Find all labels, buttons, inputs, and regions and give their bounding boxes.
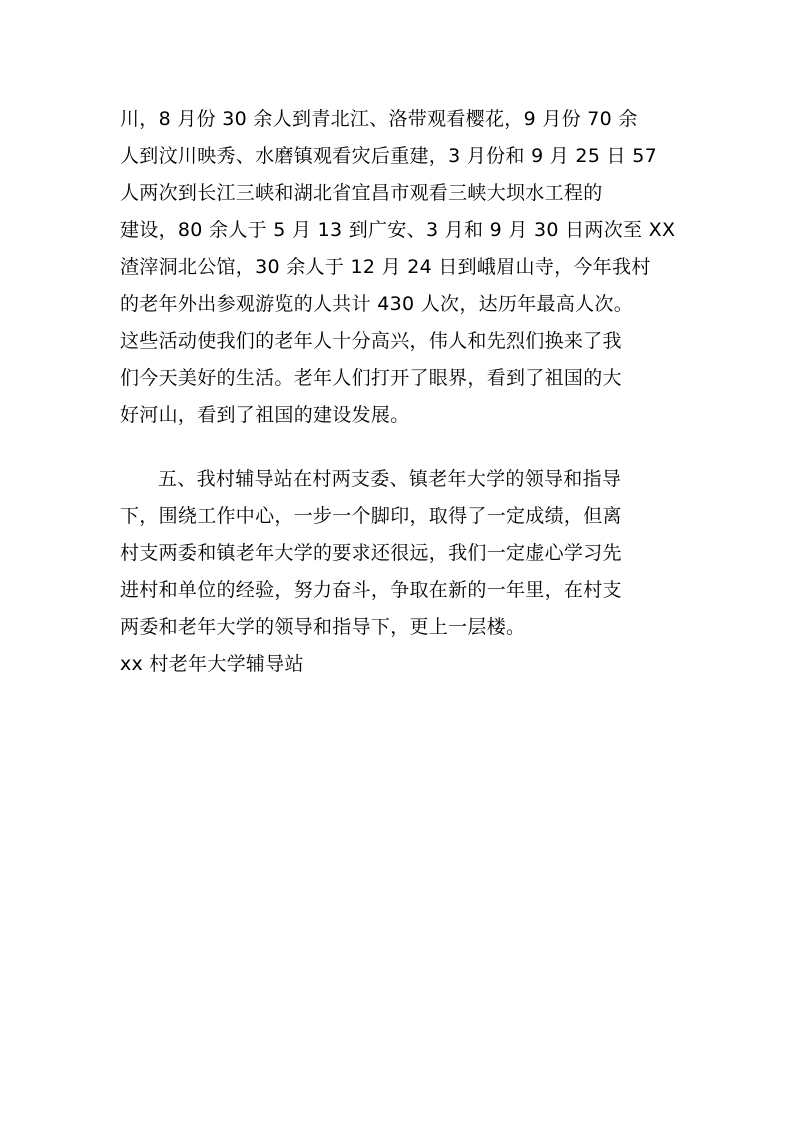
- paragraph-line: 建设，80 余人于 5 月 13 到广安、3 月和 9 月 30 日两次至 XX: [120, 219, 676, 241]
- paragraph-line: 人到汶川映秀、水磨镇观看灾后重建，3 月份和 9 月 25 日 57: [120, 145, 657, 167]
- paragraph-line: 的老年外出参观游览的人共计 430 人次，达历年最高人次。: [120, 293, 634, 315]
- paragraph-line: 下，围绕工作中心，一步一个脚印，取得了一定成绩，但离: [120, 505, 622, 527]
- paragraph-line: 好河山，看到了祖国的建设发展。: [120, 404, 410, 426]
- paragraph-line: 人两次到长江三峡和湖北省宜昌市观看三峡大坝水工程的: [120, 182, 603, 204]
- paragraph-line: 这些活动使我们的老年人十分高兴，伟人和先烈们换来了我: [120, 330, 622, 352]
- paragraph-line: 们今天美好的生活。老年人们打开了眼界，看到了祖国的大: [120, 367, 622, 389]
- paragraph-line: 两委和老年大学的领导和指导下，更上一层楼。: [120, 616, 526, 638]
- paragraph-line: 村支两委和镇老年大学的要求还很远，我们一定虚心学习先: [120, 542, 622, 564]
- paragraph-line: 五、我村辅导站在村两支委、镇老年大学的领导和指导: [158, 468, 622, 490]
- signature-line: xx 村老年大学辅导站: [120, 653, 304, 675]
- paragraph-line: 渣滓洞北公馆，30 余人于 12 月 24 日到峨眉山寺，今年我村: [120, 256, 651, 278]
- paragraph-line: 川，8 月份 30 余人到青北江、洛带观看樱花，9 月份 70 余: [120, 108, 638, 130]
- paragraph-line: 进村和单位的经验，努力奋斗，争取在新的一年里，在村支: [120, 579, 622, 601]
